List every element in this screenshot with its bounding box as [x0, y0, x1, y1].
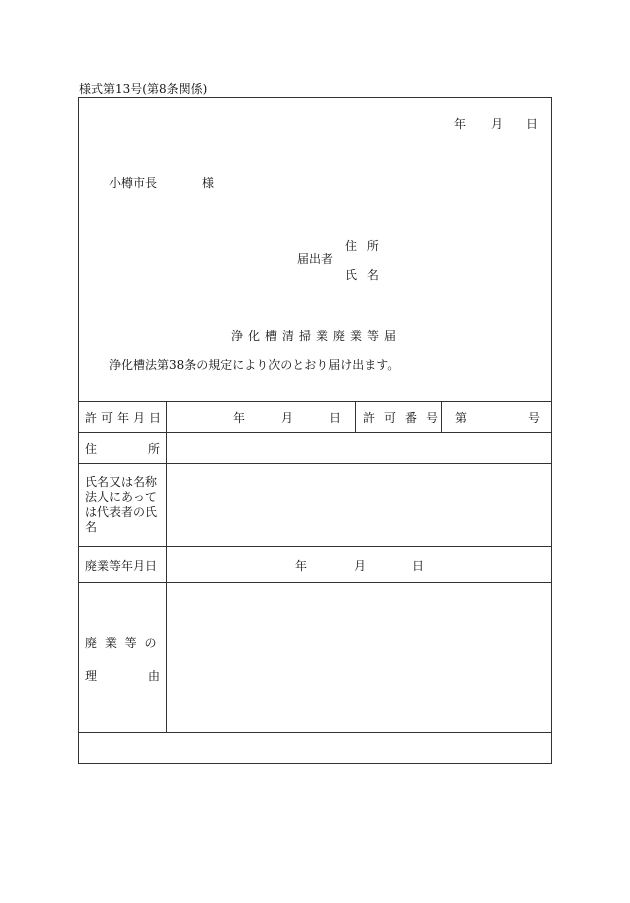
header-date-month: 月	[491, 117, 504, 131]
name-label-line: 法人にあって	[85, 490, 157, 504]
permit-date-year: 年	[233, 411, 246, 425]
permit-date-day: 日	[329, 411, 342, 425]
table-line-4	[79, 582, 551, 583]
document-title: 浄化槽清掃業廃業等届	[231, 329, 402, 343]
table-line-3	[79, 546, 551, 547]
address-label-second: 所	[148, 442, 161, 456]
table-line-1	[79, 432, 551, 433]
name-label	[85, 475, 157, 535]
closure-date-month: 月	[354, 559, 367, 573]
statement-text: 浄化槽法第38条の規定により次のとおり届け出ます。	[109, 358, 400, 372]
permit-date-month: 月	[281, 411, 294, 425]
permit-number-suffix: 号	[528, 411, 541, 425]
permit-number-label: 許可番号	[363, 411, 448, 425]
recipient-name: 小樽市長	[109, 176, 158, 190]
permit-date-label: 許可年月日	[85, 411, 166, 425]
applicant-name-label: 氏 名	[345, 268, 379, 282]
reason-label-line2-second: 由	[148, 669, 161, 683]
permit-number-label-divider	[355, 401, 356, 432]
address-label-first: 住	[85, 442, 98, 456]
closure-date-day: 日	[412, 559, 425, 573]
name-label-line: 名	[85, 520, 98, 534]
form-number: 様式第13号(第8条関係)	[79, 82, 208, 96]
closure-date-year: 年	[295, 559, 308, 573]
reason-label-line2-first: 理	[85, 669, 98, 683]
name-label-line: 氏名又は名称	[85, 475, 158, 489]
permit-number-prefix: 第	[455, 411, 468, 425]
closure-date-label: 廃業等年月日	[85, 559, 158, 573]
header-date-year: 年	[454, 117, 467, 131]
form-frame	[78, 97, 552, 764]
recipient-honorific: 様	[202, 176, 215, 190]
label-column-divider	[166, 401, 167, 732]
table-top-line	[79, 401, 551, 402]
header-date-day: 日	[526, 117, 539, 131]
applicant-address-label: 住 所	[345, 239, 379, 253]
name-label-line: は代表者の氏	[85, 505, 158, 519]
table-line-2	[79, 463, 551, 464]
reason-label-line1: 廃 業 等 の	[85, 636, 157, 650]
table-line-5	[79, 732, 551, 733]
applicant-label: 届出者	[297, 252, 334, 266]
